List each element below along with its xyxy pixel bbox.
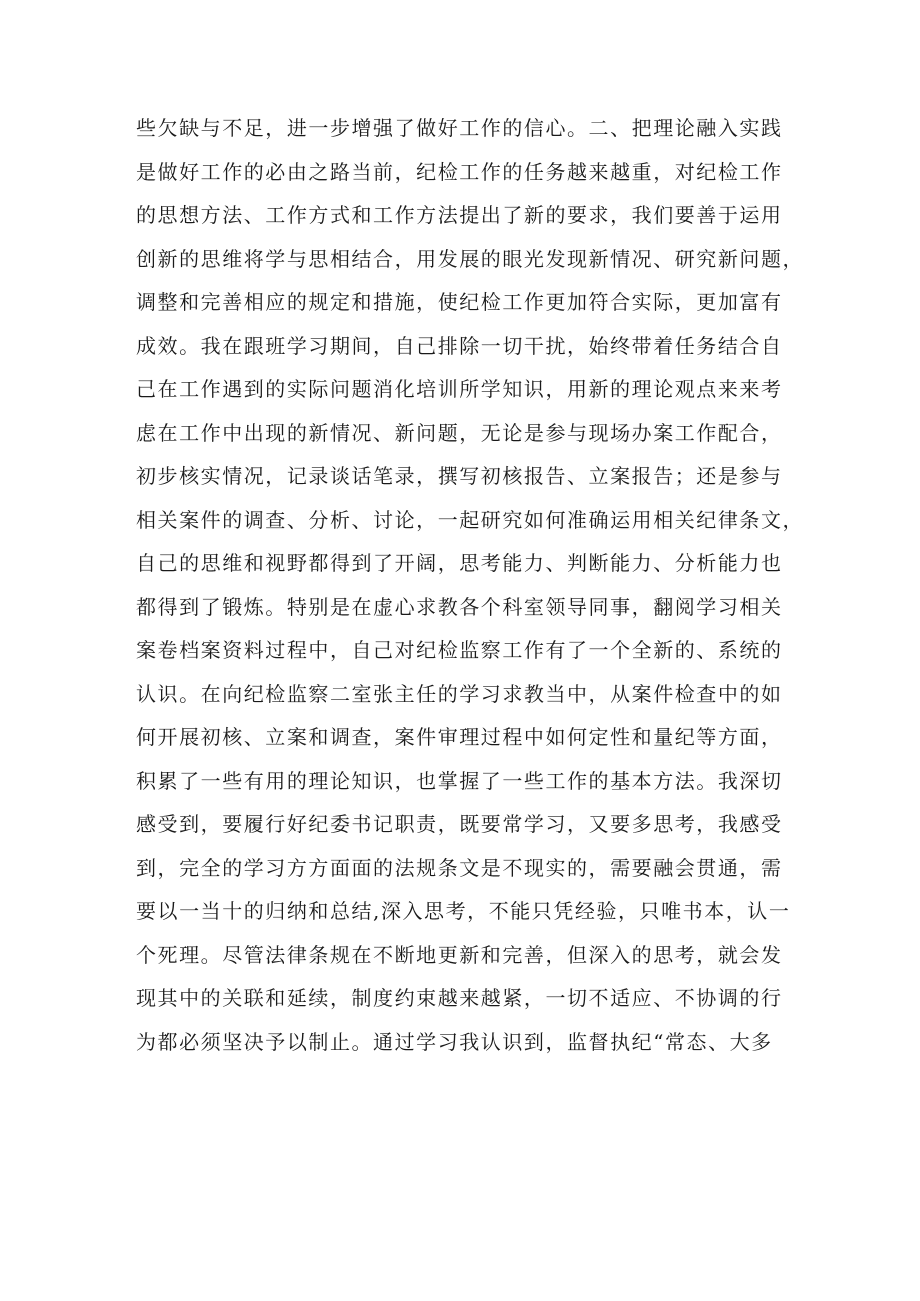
text-line-6: 成效。我在跟班学习期间，自己排除一切干扰，始终带着任务结合自 bbox=[136, 333, 783, 358]
text-line-14: 认识。在向纪检监察二室张主任的学习求教当中，从案件检查中的如 bbox=[136, 681, 783, 706]
text-line-5: 调整和完善相应的规定和措施，使纪检工作更加符合实际，更加富有 bbox=[136, 290, 783, 314]
text-line-17: 感受到，要履行好纪委书记职责，既要常学习，又要多思考，我感受 bbox=[136, 812, 783, 836]
text-line-15: 何开展初核、立案和调查，案件审理过程中如何定性和量纪等方面， bbox=[136, 725, 783, 749]
text-line-18: 到，完全的学习方方面面的法规条文是不现实的，需要融会贯通，需 bbox=[136, 855, 783, 880]
text-line-1: 些欠缺与不足，进一步增强了做好工作的信心。二、把理论融入实践 bbox=[136, 116, 783, 140]
text-line-19: 要以一当十的归纳和总结,深入思考，不能只凭经验，只唯书本，认一 bbox=[136, 899, 791, 923]
text-line-3: 的思想方法、工作方式和工作方法提出了新的要求，我们要善于运用 bbox=[136, 203, 783, 227]
text-line-2: 是做好工作的必由之路当前，纪检工作的任务越来越重，对纪检工作 bbox=[136, 159, 783, 184]
text-line-20: 个死理。尽管法律条规在不断地更新和完善，但深入的思考，就会发 bbox=[136, 942, 783, 967]
text-line-22: 为都必须坚决予以制止。通过学习我认识到，监督执纪“常态、大多 bbox=[136, 1029, 773, 1054]
text-line-9: 初步核实情况，记录谈话笔录，撰写初核报告、立案报告；还是参与 bbox=[136, 464, 783, 488]
text-line-16: 积累了一些有用的理论知识，也掌握了一些工作的基本方法。我深切 bbox=[136, 768, 783, 793]
body-paragraph bbox=[136, 107, 805, 1064]
text-line-4: 创新的思维将学与思相结合，用发展的眼光发现新情况、研究新问题， bbox=[136, 246, 805, 271]
text-line-13: 案卷档案资料过程中，自己对纪检监察工作有了一个全新的、系统的 bbox=[136, 638, 783, 662]
text-line-12: 都得到了锻炼。特别是在虚心求教各个科室领导同事，翻阅学习相关 bbox=[136, 594, 783, 619]
text-line-7: 己在工作遇到的实际问题消化培训所学知识，用新的理论观点来来考 bbox=[136, 377, 783, 401]
text-line-8: 虑在工作中出现的新情况、新问题，无论是参与现场办案工作配合， bbox=[136, 420, 783, 445]
text-line-11: 自己的思维和视野都得到了开阔，思考能力、判断能力、分析能力也 bbox=[136, 551, 783, 575]
text-line-10: 相关案件的调查、分析、讨论，一起研究如何准确运用相关纪律条文， bbox=[136, 507, 805, 532]
text-line-21: 现其中的关联和延续，制度约束越来越紧，一切不适应、不协调的行 bbox=[136, 986, 783, 1010]
